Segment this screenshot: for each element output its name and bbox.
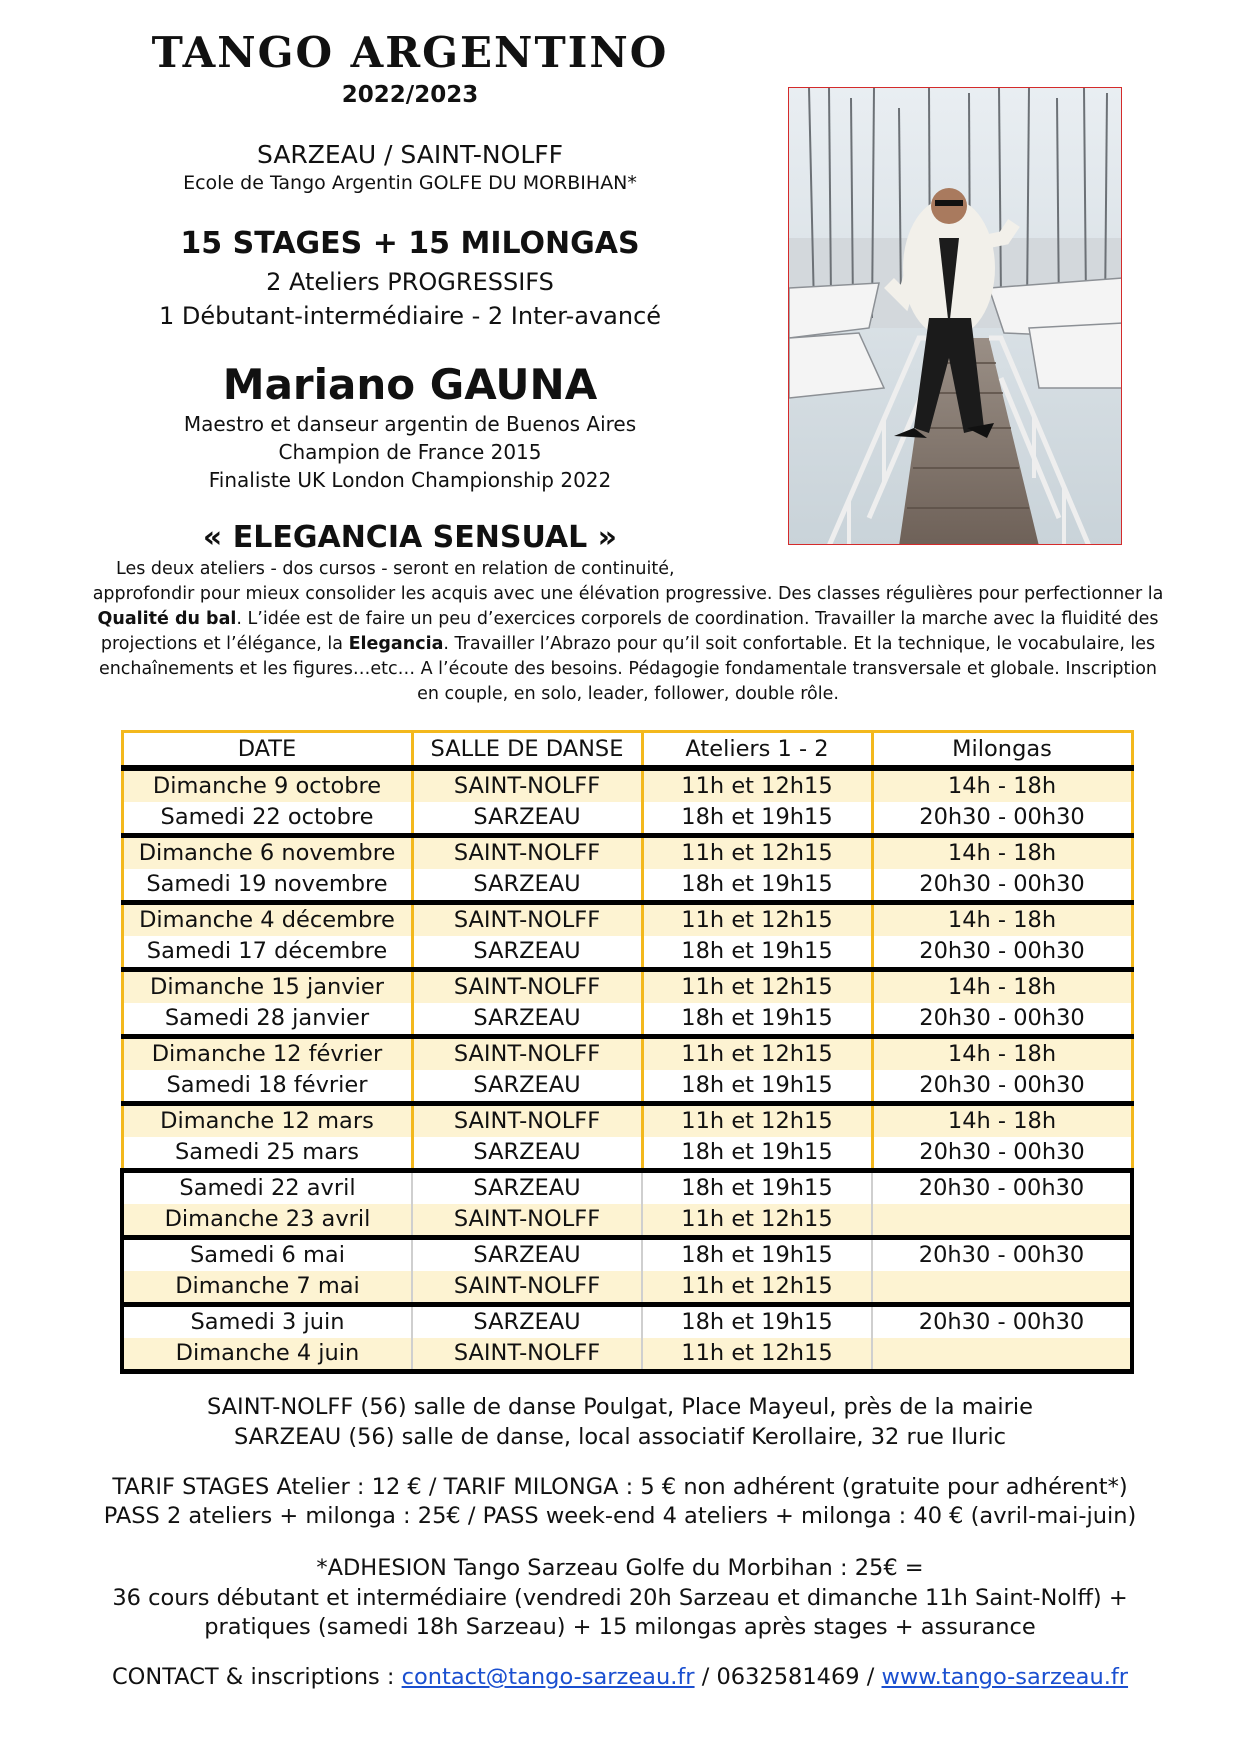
cell-salle: SARZEAU [412,936,642,970]
cell-date: Samedi 18 février [122,1070,412,1104]
slogan: « ELEGANCIA SENSUAL » [202,520,618,555]
cell-milongas: 14h - 18h [872,970,1132,1004]
cell-ateliers: 18h et 19h15 [642,1070,872,1104]
cell-ateliers: 11h et 12h15 [642,903,872,937]
table-row [122,903,1132,937]
cell-milongas: 14h - 18h [872,768,1132,802]
column-header-salle: SALLE DE DANSE [412,732,642,769]
cell-salle: SAINT-NOLFF [412,903,642,937]
cell-salle: SARZEAU [412,1003,642,1037]
cell-milongas: 20h30 - 00h30 [872,869,1132,903]
cell-ateliers: 11h et 12h15 [642,1271,872,1305]
table-row [122,836,1132,870]
cell-ateliers: 18h et 19h15 [642,869,872,903]
table-row [122,1003,1132,1037]
cell-milongas: 20h30 - 00h30 [872,1003,1132,1037]
cell-ateliers: 18h et 19h15 [642,802,872,836]
teacher-line-1: Maestro et danseur argentin de Buenos Aires [183,412,637,436]
cell-date: Dimanche 4 décembre [122,903,412,937]
description-bold-1: Qualité du bal [97,609,237,629]
cell-salle: SARZEAU [412,1070,642,1104]
table-row [122,1037,1132,1071]
cell-salle: SAINT-NOLFF [412,1338,642,1372]
cell-ateliers: 11h et 12h15 [642,970,872,1004]
table-row [122,1137,1132,1171]
description [88,557,1168,707]
cell-ateliers: 18h et 19h15 [642,1003,872,1037]
table-row [122,1204,1132,1238]
dancer-photo [788,87,1122,545]
cell-salle: SAINT-NOLFF [412,1104,642,1138]
table-row [122,1238,1132,1272]
description-text-2: . L’idée est de faire un peu d’exercices corporels de coordination. Travailler la marche avec la fluidité des projections et l’élégance, la [100,609,1159,654]
schedule-table-wrapper [120,730,1130,1374]
table-row [122,869,1132,903]
cell-milongas: 20h30 - 00h30 [872,802,1132,836]
table-row [122,1338,1132,1372]
table-row [122,970,1132,1004]
address-sarzeau: SARZEAU (56) salle de danse, local associatif Kerollaire, 32 rue Iluric [233,1424,1007,1450]
cell-date: Samedi 6 mai [122,1238,412,1272]
website-link[interactable]: www.tango-sarzeau.fr [881,1664,1129,1690]
address-saint-nolff: SAINT-NOLFF (56) salle de danse Poulgat, Place Mayeul, près de la mairie [206,1394,1034,1420]
cell-salle: SAINT-NOLFF [412,768,642,802]
cell-date: Dimanche 7 mai [122,1271,412,1305]
cell-milongas: 14h - 18h [872,903,1132,937]
adhesion-line-2: 36 cours débutant et intermédiaire (vendredi 20h Sarzeau et dimanche 11h Saint-Nolff) + [112,1585,1128,1611]
table-row [122,936,1132,970]
cell-salle: SAINT-NOLFF [412,1204,642,1238]
cell-ateliers: 11h et 12h15 [642,836,872,870]
cell-milongas: 14h - 18h [872,1104,1132,1138]
cell-salle: SAINT-NOLFF [412,970,642,1004]
tarif-line-1: TARIF STAGES Atelier : 12 € / TARIF MILONGA : 5 € non adhérent (gratuite pour adhérent*) [112,1474,1128,1500]
cell-date: Dimanche 4 juin [122,1338,412,1372]
cell-ateliers: 11h et 12h15 [642,1338,872,1372]
cell-date: Samedi 22 octobre [122,802,412,836]
table-row [122,1104,1132,1138]
cell-date: Dimanche 6 novembre [122,836,412,870]
table-row [122,768,1132,802]
cell-date: Samedi 28 janvier [122,1003,412,1037]
column-header-date: DATE [122,732,412,769]
cell-milongas: 20h30 - 00h30 [872,1171,1132,1205]
cell-ateliers: 11h et 12h15 [642,1104,872,1138]
marina-dancer-image [789,88,1122,545]
cell-date: Samedi 22 avril [122,1171,412,1205]
poster-title: TANGO ARGENTINO [151,28,669,77]
cell-date: Dimanche 23 avril [122,1204,412,1238]
cell-milongas: 20h30 - 00h30 [872,1305,1132,1339]
cell-ateliers: 11h et 12h15 [642,1037,872,1071]
cell-salle: SAINT-NOLFF [412,1271,642,1305]
cell-milongas [872,1271,1132,1305]
teacher-line-3: Finaliste UK London Championship 2022 [208,468,612,492]
cell-milongas: 20h30 - 00h30 [872,1238,1132,1272]
contact-line [0,1664,1240,1690]
separator: / [859,1664,882,1690]
cell-milongas [872,1338,1132,1372]
cell-salle: SARZEAU [412,1171,642,1205]
cell-date: Samedi 17 décembre [122,936,412,970]
cities: SARZEAU / SAINT-NOLFF [256,140,564,169]
cell-ateliers: 18h et 19h15 [642,1137,872,1171]
cell-milongas: 20h30 - 00h30 [872,1070,1132,1104]
schedule-table [120,730,1134,1374]
levels-line: 1 Débutant-intermédiaire - 2 Inter-avancé [158,302,662,330]
ateliers-line: 2 Ateliers PROGRESSIFS [266,268,554,296]
description-text-3: . Travailler l’Abrazo pour qu’il soit confortable. Et la technique, le vocabulaire, les enchaînements et les figures…etc… A l’écoute des besoins. Pédagogie fondamentale transversale et globale. Inscription en couple, en solo, leader, follower, double rôle. [98,634,1158,704]
tarif-line-2: PASS 2 ateliers + milonga : 25€ / PASS week-end 4 ateliers + milonga : 40 € (avril-mai-juin) [103,1503,1137,1529]
cell-milongas: 20h30 - 00h30 [872,1137,1132,1171]
cell-salle: SARZEAU [412,869,642,903]
column-header-ateliers: Ateliers 1 - 2 [642,732,872,769]
description-intro: Les deux ateliers - dos cursos - seront en relation de continuité, [116,559,675,579]
cell-ateliers: 11h et 12h15 [642,768,872,802]
description-bold-2: Elegancia [348,634,444,654]
school-name: Ecole de Tango Argentin GOLFE DU MORBIHAN* [183,172,637,194]
cell-date: Samedi 19 novembre [122,869,412,903]
stages-headline: 15 STAGES + 15 MILONGAS [180,226,640,261]
cell-ateliers: 11h et 12h15 [642,1204,872,1238]
separator: / [694,1664,717,1690]
table-row [122,1070,1132,1104]
contact-label: CONTACT & inscriptions : [111,1664,402,1690]
cell-salle: SAINT-NOLFF [412,1037,642,1071]
adhesion-line-1: *ADHESION Tango Sarzeau Golfe du Morbihan : 25€ = [316,1555,924,1581]
cell-salle: SARZEAU [412,1305,642,1339]
cell-ateliers: 18h et 19h15 [642,1305,872,1339]
phone-number: 0632581469 [716,1664,860,1690]
cell-date: Samedi 3 juin [122,1305,412,1339]
cell-date: Samedi 25 mars [122,1137,412,1171]
teacher-line-2: Champion de France 2015 [278,440,542,464]
cell-ateliers: 18h et 19h15 [642,1238,872,1272]
cell-date: Dimanche 12 mars [122,1104,412,1138]
table-row [122,1305,1132,1339]
table-row [122,1171,1132,1205]
cell-milongas: 14h - 18h [872,1037,1132,1071]
table-header-row [122,732,1132,769]
description-text-1: approfondir pour mieux consolider les acquis avec une élévation progressive. Des classes régulières pour perfectionner la [92,584,1164,604]
cell-salle: SAINT-NOLFF [412,836,642,870]
cell-ateliers: 18h et 19h15 [642,1171,872,1205]
cell-milongas [872,1204,1132,1238]
cell-milongas: 20h30 - 00h30 [872,936,1132,970]
cell-milongas: 14h - 18h [872,836,1132,870]
season: 2022/2023 [341,82,479,108]
cell-date: Dimanche 12 février [122,1037,412,1071]
cell-date: Dimanche 15 janvier [122,970,412,1004]
cell-ateliers: 18h et 19h15 [642,936,872,970]
cell-salle: SARZEAU [412,1137,642,1171]
table-row [122,802,1132,836]
teacher-name: Mariano GAUNA [222,360,598,409]
cell-salle: SARZEAU [412,802,642,836]
adhesion-line-3: pratiques (samedi 18h Sarzeau) + 15 milongas après stages + assurance [204,1614,1036,1640]
cell-date: Dimanche 9 octobre [122,768,412,802]
email-link[interactable]: contact@tango-sarzeau.fr [401,1664,695,1690]
table-row [122,1271,1132,1305]
cell-salle: SARZEAU [412,1238,642,1272]
column-header-milongas: Milongas [872,732,1132,769]
